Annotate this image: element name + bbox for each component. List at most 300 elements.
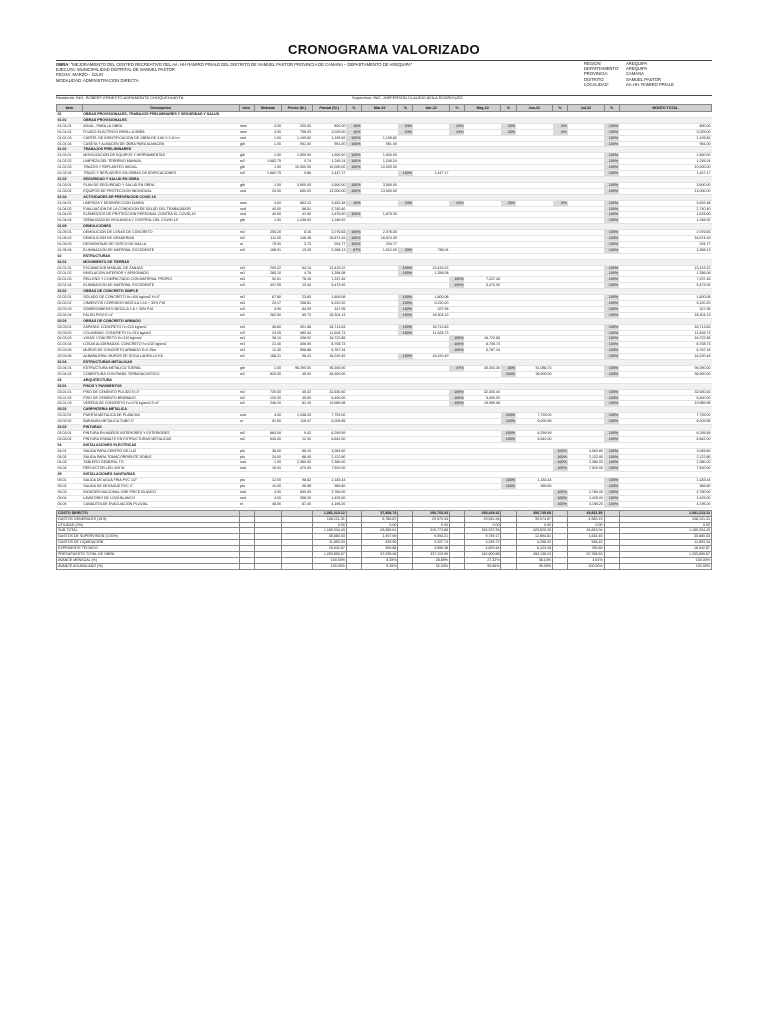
table-cell: ARQUITECTURA xyxy=(82,377,239,383)
totals-cell: 12,894.61 xyxy=(516,534,553,540)
table-cell: 100% xyxy=(604,306,619,312)
table-cell: 100% xyxy=(604,135,619,141)
table-cell: 02.02.01 xyxy=(57,295,83,301)
table-cell: 100% xyxy=(604,324,619,330)
totals-cell: 57,788.53 xyxy=(568,552,605,558)
table-cell: 1,199.82 xyxy=(312,135,346,141)
table-header-row xyxy=(57,105,712,112)
table-cell: 01.04.01 xyxy=(57,200,83,206)
table-cell: 2,740.40 xyxy=(312,206,346,212)
table-cell: 100% xyxy=(604,236,619,242)
table-cell: 10,000.00 xyxy=(312,165,346,171)
schedule-table xyxy=(56,104,712,508)
table-cell: 100% xyxy=(346,153,361,159)
table-cell: VIGAS: CONCRETO f'c=210 kg/cm2 xyxy=(82,336,239,342)
table-cell: 100% xyxy=(553,454,568,460)
table-cell: 756.25 xyxy=(282,129,312,135)
totals-cell: 57,808.74 xyxy=(361,510,398,516)
table-cell: 01 xyxy=(57,112,83,118)
table-cell: 46.60 xyxy=(254,324,282,330)
modalidad-line: MODALIDAD: ADMINISTRACION DIRECTA xyxy=(56,77,139,83)
table-cell: 5,400.00 xyxy=(312,395,346,401)
totals-body xyxy=(57,510,712,569)
table-cell: 100% xyxy=(604,171,619,177)
table-cell: 204.77 xyxy=(619,241,711,247)
table-cell: SALIDA DE DESAGUE PVC 4" xyxy=(82,484,239,490)
table-cell: 100% xyxy=(604,389,619,395)
table-cell: SALIDA DE AGUA FRIA PVC 1/2" xyxy=(82,478,239,484)
table-cell: CASETA Y ALMACEN DE OBRA PARA ALMACEN xyxy=(82,141,239,147)
table-cell: 1,199.82 xyxy=(361,135,398,141)
table-cell: 01.02 xyxy=(57,147,83,153)
table-cell: 100% xyxy=(604,342,619,348)
table-cell: 3,500.00 xyxy=(282,182,312,188)
table-cell: 45.32 xyxy=(282,389,312,395)
table-cell: 4,195.20 xyxy=(619,501,711,507)
table-cell: glb xyxy=(239,365,254,371)
fecha-line: FECHA: MARZO - JULIO xyxy=(56,72,104,78)
table-cell: 03.03.02 xyxy=(57,436,83,442)
totals-cell: 39,074.57 xyxy=(516,516,553,522)
column-header: % xyxy=(346,105,361,112)
table-cell: und xyxy=(239,413,254,419)
table-cell: 02.03.02 xyxy=(57,330,83,336)
table-body xyxy=(57,112,712,508)
totals-cell: 390,745.68 xyxy=(516,510,553,516)
table-cell: 100% xyxy=(553,448,568,454)
table-cell: 650.00 xyxy=(282,188,312,194)
table-cell: 5,473.92 xyxy=(464,283,501,289)
table-cell: 20.17 xyxy=(254,301,282,307)
table-cell: 98.62 xyxy=(282,478,312,484)
totals-cell: UTILIDAD (0%) xyxy=(57,522,240,528)
table-cell xyxy=(413,501,450,507)
table-cell: 100% xyxy=(449,389,464,395)
table-cell: 2,268.13 xyxy=(619,247,711,253)
table-cell: 02.02.03 xyxy=(57,306,83,312)
totals-cell: 4.61% xyxy=(568,557,605,563)
table-cell: 100% xyxy=(346,135,361,141)
table-cell: 2,760.00 xyxy=(568,490,605,496)
table-cell xyxy=(516,501,553,507)
table-cell: 100% xyxy=(604,466,619,472)
table-cell: 100% xyxy=(346,141,361,147)
table-cell: 3,500.00 xyxy=(312,182,346,188)
table-cell: 38.10 xyxy=(254,336,282,342)
table-cell: 100% xyxy=(604,283,619,289)
project-header xyxy=(56,60,712,95)
table-cell: 1,500.00 xyxy=(619,153,711,159)
table-cell: 3,025.00 xyxy=(619,129,711,135)
totals-cell: 1,907.69 xyxy=(361,534,398,540)
table-cell: DEMOLICIONES xyxy=(82,224,239,230)
table-cell: DEMOLICION DE GRADERIAS xyxy=(82,236,239,242)
table-cell: 100% xyxy=(604,460,619,466)
column-header: Descripción xyxy=(82,105,239,112)
table-cell: 100% xyxy=(604,301,619,307)
totals-cell: AVANCE ACUMULADO (%) xyxy=(57,563,240,569)
table-cell: 2,076.83 xyxy=(361,230,398,236)
table-cell: 327.95 xyxy=(312,306,346,312)
table-cell: 24.00 xyxy=(254,454,282,460)
table-cell: 951.00 xyxy=(312,141,346,147)
table-cell: TRABAJOS PRELIMINARES xyxy=(82,147,239,153)
table-cell: 6,642.00 xyxy=(619,436,711,442)
table-cell: 6,259.59 xyxy=(619,430,711,436)
table-cell: 664.50 xyxy=(254,430,282,436)
totals-cell: 1,189,334.43 xyxy=(312,528,346,534)
table-cell: 100% xyxy=(501,484,516,490)
totals-cell: 429,820.25 xyxy=(516,528,553,534)
table-cell: 407.59 xyxy=(254,283,282,289)
table-cell: 36,900.00 xyxy=(312,371,346,377)
table-cell: 800.00 xyxy=(312,123,346,129)
table-cell: 800.00 xyxy=(619,123,711,129)
table-cell: 690.00 xyxy=(282,490,312,496)
table-cell: 100% xyxy=(501,430,516,436)
table-cell: 01.03.02 xyxy=(57,188,83,194)
table-cell: TABLERO GENERAL TG xyxy=(82,460,239,466)
table-cell: 969.80 xyxy=(619,484,711,490)
table-cell: 45.00 xyxy=(282,395,312,401)
table-cell: 100% xyxy=(604,129,619,135)
table-cell: 03.02.01 xyxy=(57,413,83,419)
table-cell: 05.04 xyxy=(57,495,83,501)
table-cell: 48.00 xyxy=(254,501,282,507)
totals-cell: 1,081,213.12 xyxy=(312,510,346,516)
table-cell: 19,989.98 xyxy=(619,401,711,407)
table-cell: 13,419.22 xyxy=(619,265,711,271)
table-cell: m2 xyxy=(239,401,254,407)
table-cell: 2,076.83 xyxy=(312,230,346,236)
table-cell: 100% xyxy=(449,348,464,354)
table-cell: 33% xyxy=(398,247,413,253)
table-cell: 01.03.01 xyxy=(57,182,83,188)
totals-cell: AVANCE MENSUAL (%) xyxy=(57,557,240,563)
table-cell: 23% xyxy=(501,129,516,135)
table-cell: 16% xyxy=(346,123,361,129)
table-cell: INSTALACIONES SANITARIAS xyxy=(82,472,239,478)
table-cell: 1.00 xyxy=(254,153,282,159)
table-cell: 100% xyxy=(604,230,619,236)
table-cell: 100% xyxy=(604,401,619,407)
table-cell: 470.00 xyxy=(282,466,312,472)
table-cell: 111.30 xyxy=(254,236,282,242)
table-cell: 16,722.85 xyxy=(464,336,501,342)
totals-cell: COSTO DIRECTO xyxy=(57,510,240,516)
totals-cell: 100.00% xyxy=(568,563,605,569)
table-cell: 7,520.00 xyxy=(619,466,711,472)
table-cell: 02.01.03 xyxy=(57,277,83,283)
table-cell: 100% xyxy=(604,159,619,165)
table-cell: 02.01.02 xyxy=(57,271,83,277)
table-cell: 246.20 xyxy=(254,401,282,407)
totals-cell: 67,039.08 xyxy=(361,552,398,558)
table-cell: MUROS DE CONCRETO ARMADO E=0.25m xyxy=(82,348,239,354)
table-cell: INSTALACIONES ELECTRICAS xyxy=(82,442,239,448)
table-cell: 3,500.00 xyxy=(619,182,711,188)
table-cell: 100% xyxy=(604,478,619,484)
table-cell: mes xyxy=(239,123,254,129)
table-cell: OBRAS DE CONCRETO ARMADO xyxy=(82,318,239,324)
table-cell: LAVATORIO DE LOZA BLANCO xyxy=(82,495,239,501)
table-cell: 02.04.01 xyxy=(57,365,83,371)
table-cell: 1,447.17 xyxy=(312,171,346,177)
table-cell: pto xyxy=(239,484,254,490)
table-cell: 951.00 xyxy=(282,141,312,147)
table-cell: 01.02.04 xyxy=(57,171,83,177)
table-cell: 100% xyxy=(346,241,361,247)
table-cell: 01.01 xyxy=(57,117,83,123)
table-cell: 6,259.59 xyxy=(516,430,553,436)
table-cell: 01.01.02 xyxy=(57,129,83,135)
totals-cell: 295,429.41 xyxy=(464,510,501,516)
table-cell: 100% xyxy=(604,430,619,436)
table-cell: 3,063.60 xyxy=(568,448,605,454)
totals-cell: 324,972.35 xyxy=(464,528,501,534)
table-cell: 02.03 xyxy=(57,318,83,324)
table-cell: 1,356.08 xyxy=(413,271,450,277)
table-cell: m2 xyxy=(239,371,254,377)
table-cell: m2 xyxy=(239,295,254,301)
table-cell: und xyxy=(239,466,254,472)
table-cell: 10.00 xyxy=(254,484,282,490)
table-cell: 7,237.45 xyxy=(619,277,711,283)
column-header: % xyxy=(398,105,413,112)
totals-cell: 3,249.72 xyxy=(464,540,501,546)
table-cell: 120.00 xyxy=(254,395,282,401)
table-cell: 24% xyxy=(449,200,464,206)
table-cell: 16,574.49 xyxy=(312,236,346,242)
table-cell: 16% xyxy=(346,129,361,135)
totals-cell: 100.00% xyxy=(312,563,346,569)
table-cell: 7,237.45 xyxy=(464,277,501,283)
table-cell: ELEMENTOS DE PROTECCION PERSONAL CONTRA EL COVID-19 xyxy=(82,212,239,218)
table-cell: 100% xyxy=(398,306,413,312)
table-cell: 2,740.40 xyxy=(619,206,711,212)
table-cell: 327.95 xyxy=(413,306,450,312)
table-cell: 3,063.60 xyxy=(312,448,346,454)
table-cell: 05 xyxy=(57,472,83,478)
totals-cell: SUB TOTAL xyxy=(57,528,240,534)
page-title: CRONOGRAMA VALORIZADO xyxy=(288,42,480,57)
table-cell: 3,452.48 xyxy=(312,200,346,206)
project-info xyxy=(56,61,584,95)
table-cell: 11,626.73 xyxy=(312,330,346,336)
table-cell: 03.02.02 xyxy=(57,419,83,425)
table-cell: 02.03.03 xyxy=(57,336,83,342)
totals-cell: 635.90 xyxy=(361,540,398,546)
table-cell: 8% xyxy=(553,129,568,135)
table-cell: 02.01.04 xyxy=(57,283,83,289)
table-cell: PISO DE CEMENTO PULIDO E=4" xyxy=(82,389,239,395)
table-cell: m2 xyxy=(239,436,254,442)
table-cell: 18,304.13 xyxy=(619,312,711,318)
table-cell: 05.02 xyxy=(57,484,83,490)
table-cell: und xyxy=(239,135,254,141)
table-cell: 100% xyxy=(604,165,619,171)
column-header: Jul-22 xyxy=(568,105,605,112)
totals-cell: 290,703.33 xyxy=(413,510,450,516)
totals-cell: 0.00 xyxy=(361,522,398,528)
table-cell: 12.00 xyxy=(254,478,282,484)
table-cell: 69.73 xyxy=(282,312,312,318)
totals-cell: 342,600.68 xyxy=(464,552,501,558)
totals-cell xyxy=(553,563,568,569)
table-row xyxy=(57,135,712,141)
table-cell: 1,425.00 xyxy=(568,495,605,501)
totals-cell: 1,189,334.43 xyxy=(619,528,711,534)
table-cell: 67.80 xyxy=(254,295,282,301)
table-cell: 5,400.00 xyxy=(619,395,711,401)
totals-cell: 27.32% xyxy=(464,557,501,563)
table-cell: 36,900.00 xyxy=(516,371,553,377)
table-cell: 100% xyxy=(346,230,361,236)
table-cell: 1,676.00 xyxy=(619,212,711,218)
table-cell: 81.19 xyxy=(282,401,312,407)
table-cell: 85.10 xyxy=(282,448,312,454)
residente-text: Residente: ING. ROBERT ERNESTO AGRAMONTE CHOQUEHUAYTA xyxy=(56,95,184,100)
table-cell: 100% xyxy=(346,188,361,194)
table-cell: m3 xyxy=(239,301,254,307)
table-cell: 16,574.49 xyxy=(361,236,398,242)
table-cell: 100% xyxy=(553,460,568,466)
table-cell: 11.30 xyxy=(254,348,282,354)
table-cell: 16,722.85 xyxy=(619,336,711,342)
table-cell: m3 xyxy=(239,342,254,348)
totals-cell: GASTOS GENERALES (10%) xyxy=(57,516,240,522)
table-cell: 1,600.08 xyxy=(312,295,346,301)
table-cell: m2 xyxy=(239,159,254,165)
column-header: MONTO TOTAL xyxy=(619,105,711,112)
table-cell: 100% xyxy=(604,454,619,460)
table-cell: MOVIMIENTO DE TIERRAS xyxy=(82,259,239,265)
table-cell: 2.73 xyxy=(282,241,312,247)
table-cell: 01.05.02 xyxy=(57,236,83,242)
table-cell: PLAN DE SEGURIDAD Y SALUD EN OBRA xyxy=(82,182,239,188)
table-cell: 100% xyxy=(398,265,413,271)
table-cell: 68.51 xyxy=(282,206,312,212)
table-cell: 03.01.02 xyxy=(57,395,83,401)
table-cell: 2,760.00 xyxy=(619,490,711,496)
table-cell: 1,246.92 xyxy=(619,218,711,224)
table-cell: 02.04 xyxy=(57,360,83,366)
table-cell: ESTRUCTURA METALICA TIJERAL xyxy=(82,365,239,371)
table-cell: 96,390.00 xyxy=(312,365,346,371)
table-cell: ELIMINACION DE MATERIAL EXCEDENTE xyxy=(82,283,239,289)
table-cell: 88.45 xyxy=(282,454,312,460)
table-cell: 16,220.49 xyxy=(312,354,346,360)
table-cell: 32,630.40 xyxy=(312,389,346,395)
totals-cell: 0.00 xyxy=(413,522,450,528)
table-cell: 1,199.82 xyxy=(282,135,312,141)
table-cell: und xyxy=(239,460,254,466)
table-cell: 03.01.03 xyxy=(57,401,83,407)
table-cell: 67% xyxy=(346,247,361,253)
table-cell: 16,722.85 xyxy=(312,336,346,342)
table-cell: m2 xyxy=(239,312,254,318)
table-cell: 262.50 xyxy=(254,312,282,318)
table-cell: 02.02 xyxy=(57,289,83,295)
table-cell: 100% xyxy=(398,354,413,360)
table-cell: 36,900.00 xyxy=(619,371,711,377)
table-cell: 2,760.00 xyxy=(312,490,346,496)
table-cell: 04.03 xyxy=(57,460,83,466)
table-cell: 820.00 xyxy=(254,371,282,377)
table-cell: 78.15 xyxy=(282,277,312,283)
table-cell: FALSO PISO E=4" xyxy=(82,312,239,318)
totals-cell: 9,749.17 xyxy=(464,534,501,540)
table-cell: 84.09 xyxy=(282,306,312,312)
table-cell: 18,713.63 xyxy=(413,324,450,330)
table-cell: 100% xyxy=(604,182,619,188)
table-cell: 146.46 xyxy=(282,236,312,242)
table-cell: 100% xyxy=(604,206,619,212)
table-cell: 255.20 xyxy=(254,230,282,236)
column-header: Jun-22 xyxy=(516,105,553,112)
table-cell: 5,220.20 xyxy=(312,301,346,307)
table-cell: 92.61 xyxy=(254,277,282,283)
table-cell: 02.03.01 xyxy=(57,324,83,330)
table-cell: glb xyxy=(239,141,254,147)
table-cell: SOLADO DE CONCRETO f'c=100 kg/cm2 H=4" xyxy=(82,295,239,301)
table-cell: 6,259.59 xyxy=(312,430,346,436)
table-cell: 100% xyxy=(604,188,619,194)
totals-cell: GASTOS DE LIQUIDACION xyxy=(57,540,240,546)
table-cell: ALBAÑILERIA: MUROS DE SOGA LADRILLO KK xyxy=(82,354,239,360)
totals-cell: 26.89% xyxy=(413,557,450,563)
column-header: Metrado xyxy=(254,105,282,112)
column-header: May-22 xyxy=(464,105,501,112)
table-cell: TRAZOS Y REPLANTEO INICIAL xyxy=(82,165,239,171)
table-cell: FLUIDO ELECTRICO PARA LA OBRA xyxy=(82,129,239,135)
totals-cell: 1,253,850.67 xyxy=(619,552,711,558)
table-cell: 100% xyxy=(604,436,619,442)
table-cell: m2 xyxy=(239,389,254,395)
table-cell: 204.77 xyxy=(312,241,346,247)
table-cell: 100% xyxy=(604,330,619,336)
table-cell: 05.01 xyxy=(57,478,83,484)
table-cell: 100% xyxy=(398,312,413,318)
table-cell: glb xyxy=(239,165,254,171)
table-cell: 18,304.13 xyxy=(312,312,346,318)
table-cell: PISO DE CEMENTO BRUÑADO xyxy=(82,395,239,401)
table-cell: 47% xyxy=(449,365,464,371)
table-cell: 03.03.01 xyxy=(57,430,83,436)
table-cell: 100% xyxy=(398,295,413,301)
totals-cell xyxy=(346,563,361,569)
table-cell: 01.04.02 xyxy=(57,206,83,212)
table-cell: 0.74 xyxy=(282,159,312,165)
table-cell: 1,245.24 xyxy=(619,159,711,165)
table-cell: 1,948.25 xyxy=(282,413,312,419)
table-cell: 01.01.04 xyxy=(57,141,83,147)
table-cell: 100% xyxy=(604,371,619,377)
table-cell: VEREDA DE CONCRETO f'c=175 kg/cm2 E=4" xyxy=(82,401,239,407)
table-cell: 01.05.01 xyxy=(57,230,83,236)
table-cell: und xyxy=(239,212,254,218)
table-cell: 1,356.08 xyxy=(619,271,711,277)
table-cell: m xyxy=(239,501,254,507)
table-cell: 438.92 xyxy=(282,336,312,342)
table-cell: 24% xyxy=(398,200,413,206)
table-cell: 2,380.00 xyxy=(619,460,711,466)
totals-cell: 453,136.24 xyxy=(516,552,553,558)
table-cell: 2,076.83 xyxy=(619,230,711,236)
table-cell: 100% xyxy=(449,277,464,283)
table-cell: 45,303.30 xyxy=(464,365,501,371)
table-cell: 4.00 xyxy=(254,123,282,129)
